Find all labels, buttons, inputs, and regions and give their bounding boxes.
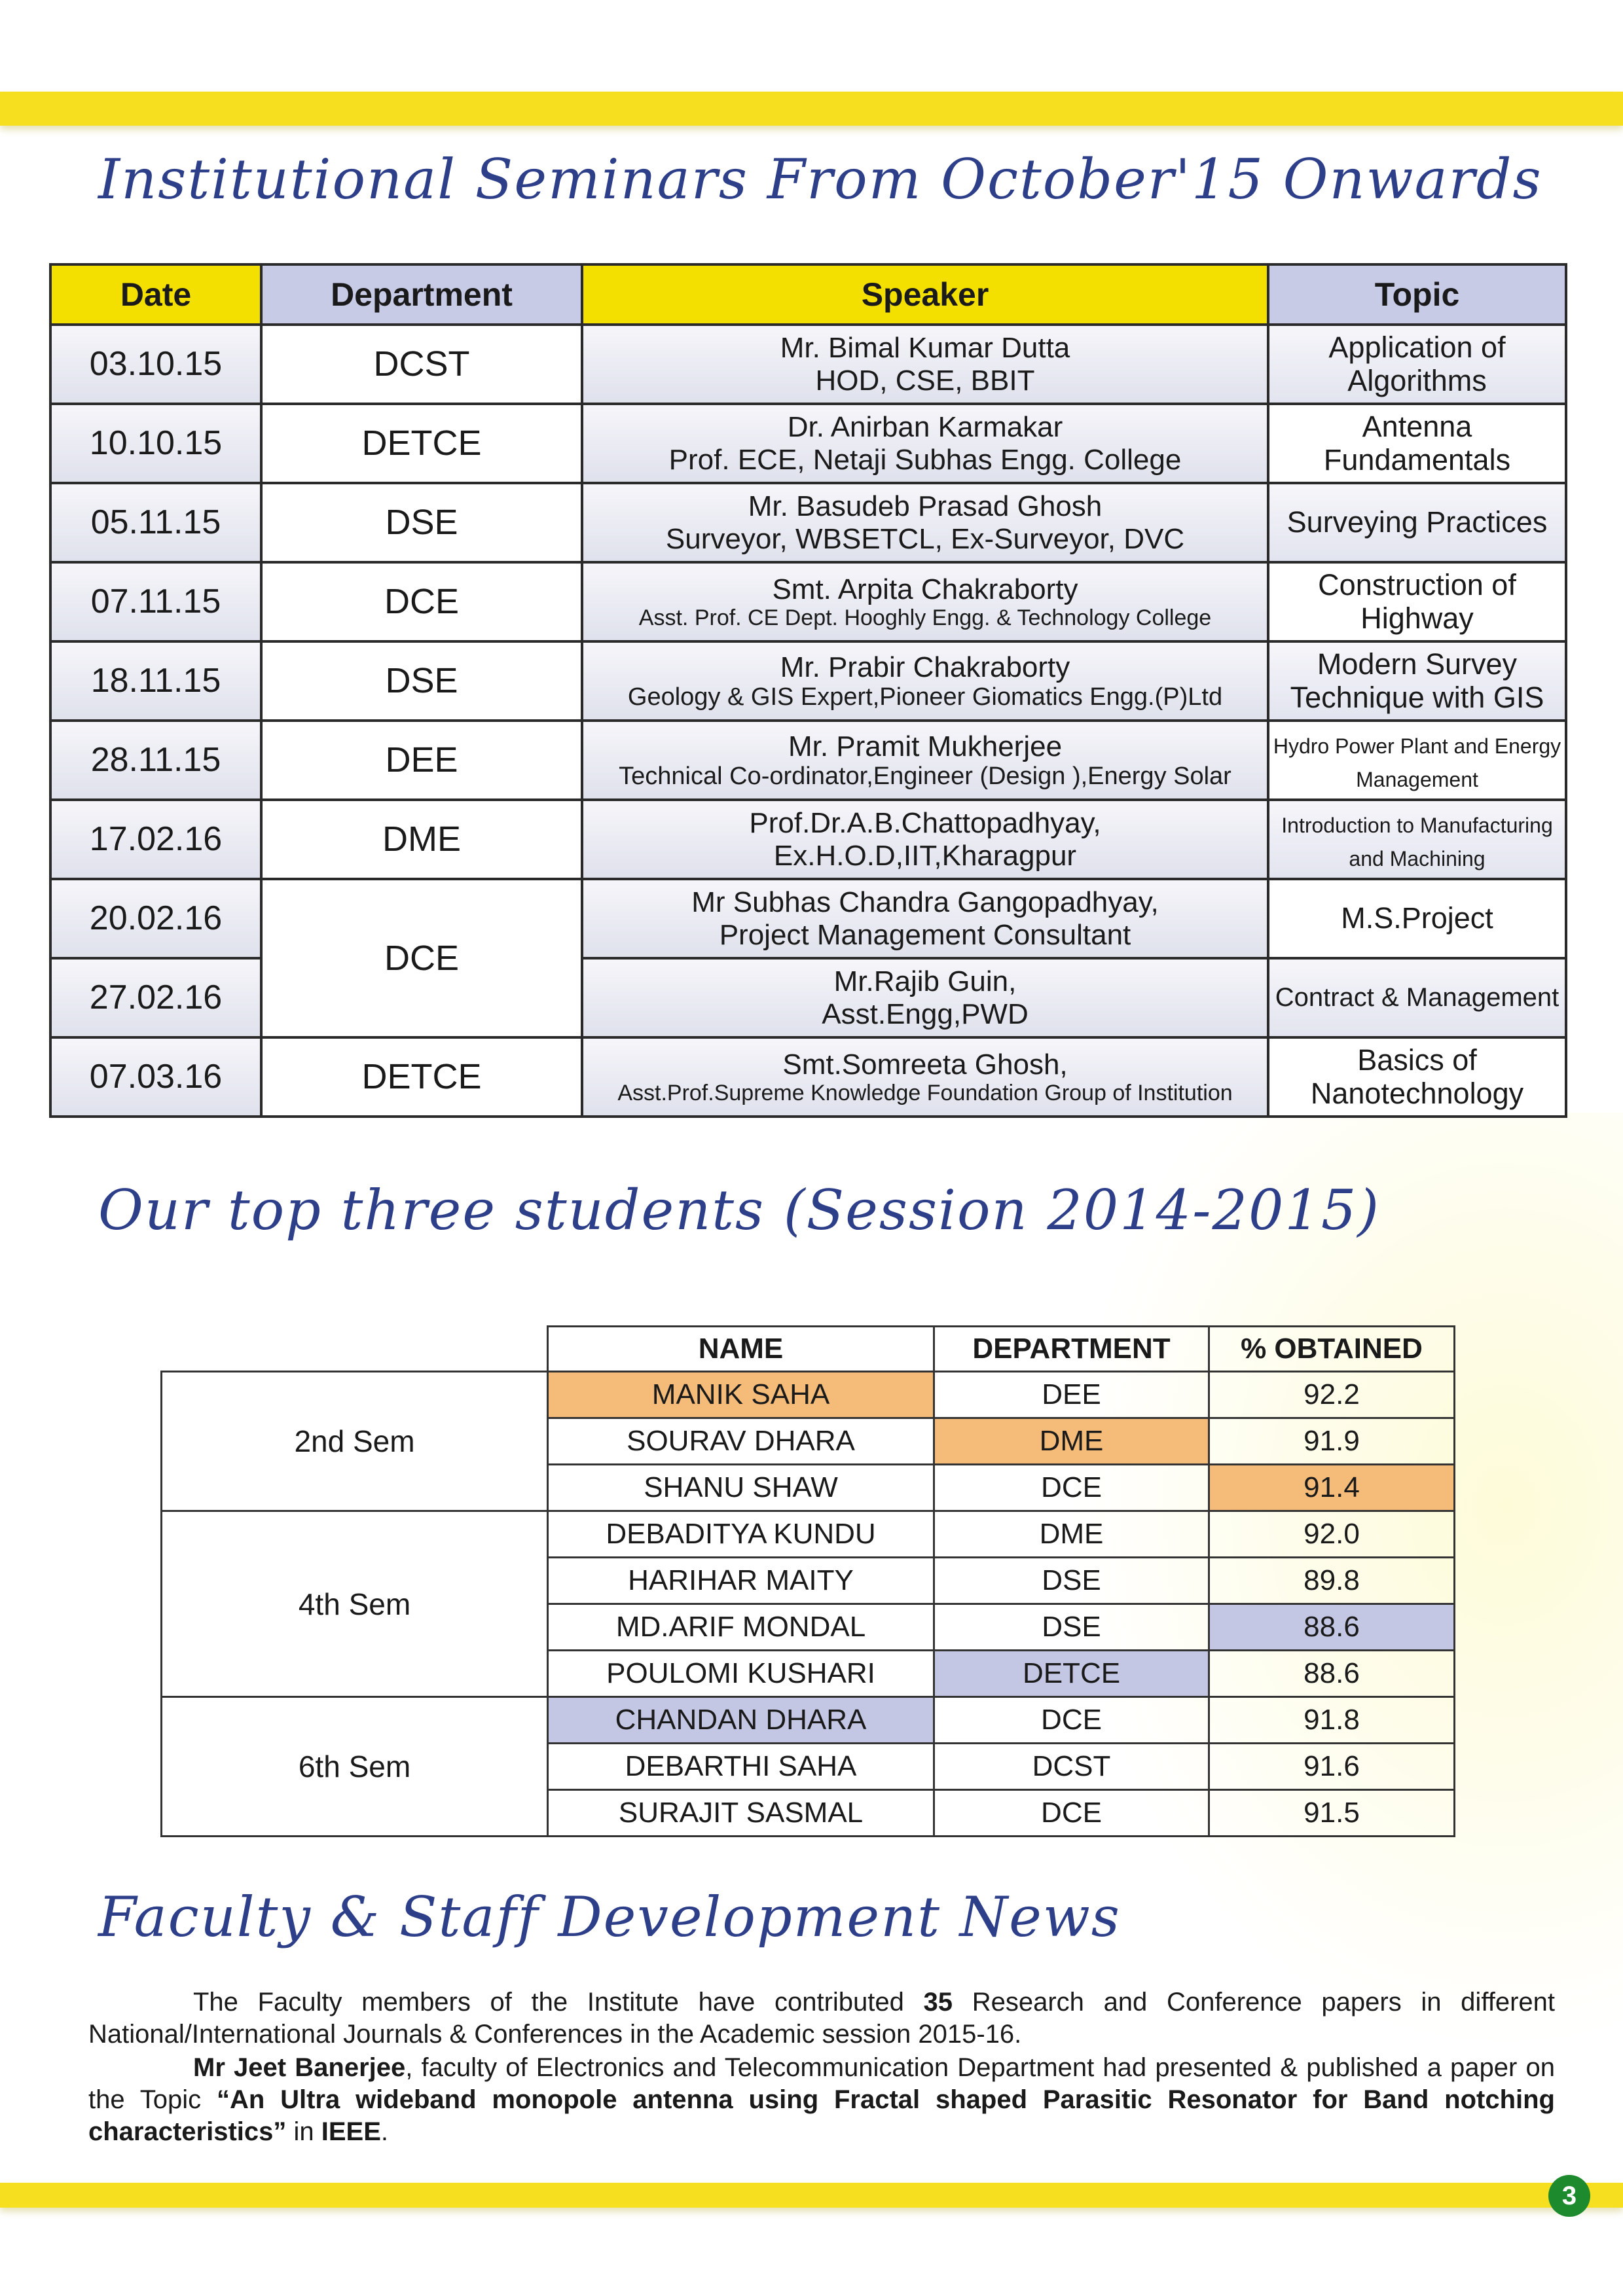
student-name: MANIK SAHA (548, 1372, 934, 1418)
faculty-paragraph-1 (88, 1986, 1555, 2051)
header-percent: % OBTAINED (1209, 1327, 1455, 1372)
seminar-speaker (582, 483, 1268, 562)
topic-text: Hydro Power Plant and Energy Management (1273, 734, 1561, 791)
speaker-name: Mr. Basudeb Prasad Ghosh (748, 490, 1103, 523)
speaker-name: Mr. Prabir Chakraborty (780, 651, 1070, 683)
seminar-topic: Antenna Fundamentals (1268, 404, 1566, 483)
seminar-date: 17.02.16 (50, 800, 261, 879)
speaker-name: Mr Subhas Chandra Gangopadhyay, (691, 886, 1159, 919)
seminar-topic: Surveying Practices (1268, 483, 1566, 562)
p2-topic: “An Ultra wideband monopole antenna using Fractal shaped Parasitic Resonator for Band notching characteristics” (88, 2085, 1555, 2146)
seminars-header-row (50, 264, 1566, 325)
speaker-detail: HOD, CSE, BBIT (815, 364, 1035, 397)
table-row (50, 721, 1566, 800)
seminars-table (49, 263, 1567, 1118)
seminar-speaker (582, 800, 1268, 879)
seminar-department: DETCE (261, 1037, 582, 1117)
student-percent: 92.0 (1209, 1511, 1455, 1558)
seminar-date: 28.11.15 (50, 721, 261, 800)
student-name: CHANDAN DHARA (548, 1697, 934, 1744)
student-percent: 92.2 (1209, 1372, 1455, 1418)
seminar-date: 18.11.15 (50, 641, 261, 721)
student-department: DME (934, 1418, 1209, 1465)
seminar-date: 05.11.15 (50, 483, 261, 562)
speaker-name: Smt. Arpita Chakraborty (772, 573, 1078, 605)
table-row (162, 1697, 1455, 1744)
header-department: DEPARTMENT (934, 1327, 1209, 1372)
student-department: DCE (934, 1790, 1209, 1837)
seminar-department: DSE (261, 641, 582, 721)
semester-label: 4th Sem (162, 1511, 548, 1697)
students-header-row (162, 1327, 1455, 1372)
header-speaker: Speaker (582, 264, 1268, 325)
student-name: MD.ARIF MONDAL (548, 1604, 934, 1651)
student-percent: 88.6 (1209, 1651, 1455, 1697)
speaker-detail: Ex.H.O.D,IIT,Kharagpur (773, 839, 1077, 872)
seminar-department: DEE (261, 721, 582, 800)
seminar-topic: Contract & Management (1268, 958, 1566, 1037)
student-department: DCST (934, 1744, 1209, 1790)
speaker-detail: Asst.Engg,PWD (822, 997, 1029, 1030)
seminar-department: DETCE (261, 404, 582, 483)
seminar-speaker (582, 721, 1268, 800)
seminar-date: 10.10.15 (50, 404, 261, 483)
header-department: Department (261, 264, 582, 325)
student-name: POULOMI KUSHARI (548, 1651, 934, 1697)
seminars-title: Institutional Seminars From October'15 Onwards (98, 147, 1542, 211)
seminar-topic (1268, 800, 1566, 879)
seminar-speaker (582, 325, 1268, 404)
speaker-detail: Asst.Prof.Supreme Knowledge Foundation Group of Institution (617, 1081, 1233, 1106)
speaker-name: Prof.Dr.A.B.Chattopadhyay, (749, 807, 1101, 840)
seminar-speaker (582, 641, 1268, 721)
table-row (50, 641, 1566, 721)
seminar-topic: Application of Algorithms (1268, 325, 1566, 404)
seminar-topic: Construction of Highway (1268, 562, 1566, 641)
speaker-detail: Prof. ECE, Netaji Subhas Engg. College (668, 443, 1182, 476)
seminar-speaker (582, 404, 1268, 483)
students-table (160, 1325, 1455, 1837)
p1-count: 35 (923, 1988, 953, 2017)
student-percent: 89.8 (1209, 1558, 1455, 1604)
seminar-topic: Modern Survey Technique with GIS (1268, 641, 1566, 721)
seminar-speaker (582, 958, 1268, 1037)
student-name: SURAJIT SASMAL (548, 1790, 934, 1837)
student-department: DETCE (934, 1651, 1209, 1697)
speaker-detail: Surveyor, WBSETCL, Ex-Surveyor, DVC (665, 522, 1185, 555)
seminar-date: 03.10.15 (50, 325, 261, 404)
seminar-speaker (582, 1037, 1268, 1117)
speaker-name: Mr.Rajib Guin, (833, 965, 1017, 998)
student-department: DEE (934, 1372, 1209, 1418)
student-name: SOURAV DHARA (548, 1418, 934, 1465)
topic-text: Introduction to Manufacturing and Machining (1281, 814, 1553, 870)
semester-label: 2nd Sem (162, 1372, 548, 1511)
table-row (50, 483, 1566, 562)
seminar-topic (1268, 721, 1566, 800)
student-department: DCE (934, 1697, 1209, 1744)
table-row (50, 325, 1566, 404)
header-spacer (162, 1327, 548, 1372)
student-name: HARIHAR MAITY (548, 1558, 934, 1604)
p2-venue: IEEE (321, 2117, 381, 2146)
seminar-department: DSE (261, 483, 582, 562)
table-row (50, 879, 1566, 958)
table-row (50, 1037, 1566, 1117)
student-percent: 91.5 (1209, 1790, 1455, 1837)
speaker-detail: Technical Co-ordinator,Engineer (Design ),Energy Solar (619, 762, 1231, 790)
seminar-date: 07.11.15 (50, 562, 261, 641)
table-row (50, 562, 1566, 641)
student-name: DEBADITYA KUNDU (548, 1511, 934, 1558)
seminar-department: DCE (261, 562, 582, 641)
seminar-topic: Basics of Nanotechnology (1268, 1037, 1566, 1117)
p2-name: Mr Jeet Banerjee (193, 2053, 406, 2082)
header-topic: Topic (1268, 264, 1566, 325)
student-department: DCE (934, 1465, 1209, 1511)
student-department: DSE (934, 1558, 1209, 1604)
student-name: SHANU SHAW (548, 1465, 934, 1511)
speaker-name: Mr. Bimal Kumar Dutta (780, 332, 1070, 365)
header-name: NAME (548, 1327, 934, 1372)
page-number-badge: 3 (1548, 2175, 1590, 2217)
seminar-department: DCE (261, 879, 582, 1037)
seminar-speaker (582, 879, 1268, 958)
speaker-detail: Asst. Prof. CE Dept. Hooghly Engg. & Technology College (638, 605, 1212, 631)
p1-text-b: Research and Conference papers in different National/International Journals & Conferences in the Academic session 2015-16. (88, 1988, 1555, 2049)
table-row (162, 1372, 1455, 1418)
semester-label: 6th Sem (162, 1697, 548, 1837)
student-name: DEBARTHI SAHA (548, 1744, 934, 1790)
seminar-date: 27.02.16 (50, 958, 261, 1037)
speaker-name: Smt.Somreeta Ghosh, (782, 1048, 1068, 1081)
seminar-department: DCST (261, 325, 582, 404)
top-yellow-band (0, 92, 1623, 126)
table-row (50, 800, 1566, 879)
student-percent: 91.8 (1209, 1697, 1455, 1744)
student-department: DME (934, 1511, 1209, 1558)
students-title: Our top three students (Session 2014-2015) (98, 1178, 1381, 1242)
student-percent: 91.9 (1209, 1418, 1455, 1465)
p2-text-a: , faculty of Electronics and Telecommunication Department had presented & published a paper on the Topic (88, 2053, 1555, 2114)
seminar-department: DME (261, 800, 582, 879)
faculty-title: Faculty & Staff Development News (98, 1885, 1121, 1949)
p1-text-a: The Faculty members of the Institute have contributed (193, 1988, 924, 2017)
speaker-detail: Project Management Consultant (719, 918, 1131, 951)
bottom-yellow-band (0, 2183, 1623, 2208)
student-department: DSE (934, 1604, 1209, 1651)
seminar-speaker (582, 562, 1268, 641)
table-row (162, 1511, 1455, 1558)
seminar-topic: M.S.Project (1268, 879, 1566, 958)
student-percent: 91.4 (1209, 1465, 1455, 1511)
speaker-name: Dr. Anirban Karmakar (787, 411, 1063, 444)
seminar-date: 07.03.16 (50, 1037, 261, 1117)
faculty-paragraph-2 (88, 2052, 1555, 2147)
table-row (50, 404, 1566, 483)
student-percent: 88.6 (1209, 1604, 1455, 1651)
student-percent: 91.6 (1209, 1744, 1455, 1790)
speaker-name: Mr. Pramit Mukherjee (788, 730, 1063, 762)
p2-end: . (380, 2117, 389, 2146)
header-date: Date (50, 264, 261, 325)
seminar-date: 20.02.16 (50, 879, 261, 958)
speaker-detail: Geology & GIS Expert,Pioneer Giomatics Engg.(P)Ltd (627, 683, 1223, 711)
p2-text-b: in (286, 2117, 321, 2146)
